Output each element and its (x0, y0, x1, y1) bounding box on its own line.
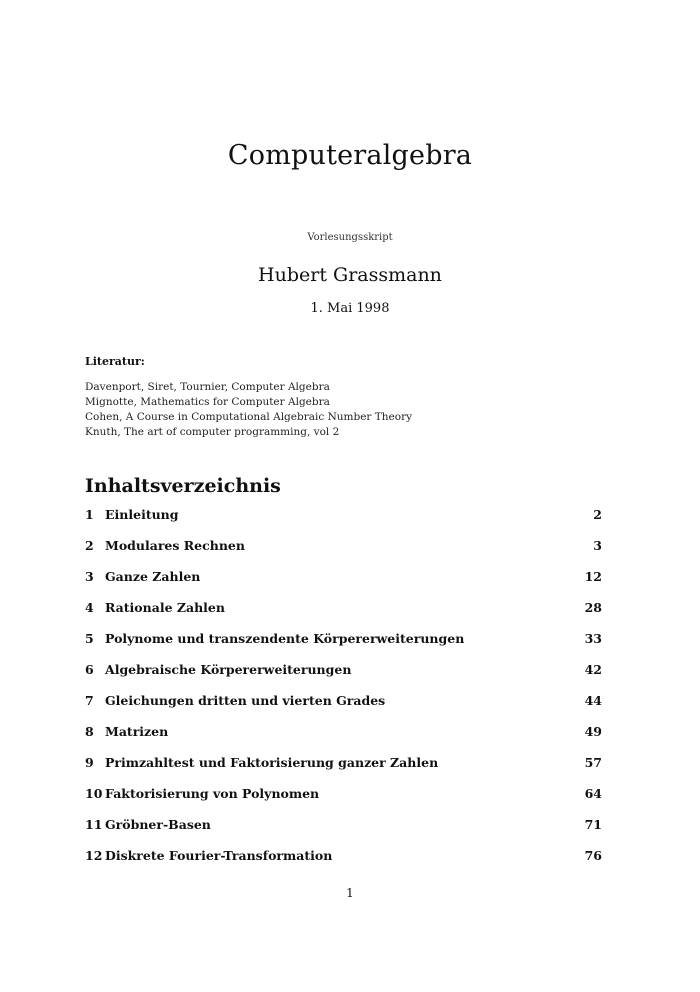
toc-entry[interactable] (85, 693, 602, 724)
toc-entry-page: 76 (584, 848, 602, 863)
toc-entry-title: Gröbner-Basen (105, 817, 211, 832)
toc-entry-page: 49 (584, 724, 602, 739)
toc-entry-number: 7 (85, 693, 94, 708)
toc-entry-page: 12 (584, 569, 602, 584)
toc-entry[interactable] (85, 631, 602, 662)
toc-entry[interactable] (85, 569, 602, 600)
literature-list (85, 380, 412, 440)
toc-entry[interactable] (85, 662, 602, 693)
toc-entry-number: 4 (85, 600, 94, 615)
toc-entry-title: Algebraische Körpererweiterungen (105, 662, 352, 677)
literature-item: Davenport, Siret, Tournier, Computer Algebra (85, 381, 330, 393)
table-of-contents (85, 507, 602, 879)
toc-entry-page: 28 (584, 600, 602, 615)
toc-heading: Inhaltsverzeichnis (85, 475, 281, 497)
toc-entry-number: 1 (85, 507, 94, 522)
toc-entry-page: 33 (584, 631, 602, 646)
toc-entry-page: 71 (584, 817, 602, 832)
literature-item: Mignotte, Mathematics for Computer Algebra (85, 396, 330, 408)
toc-entry-page: 3 (593, 538, 602, 553)
toc-entry-title: Diskrete Fourier-Transformation (105, 848, 333, 863)
literature-item: Cohen, A Course in Computational Algebraic Number Theory (85, 411, 413, 423)
toc-entry-number: 5 (85, 631, 94, 646)
toc-entry-page: 2 (593, 507, 602, 522)
toc-entry-title: Einleitung (105, 507, 179, 522)
toc-entry-number: 6 (85, 662, 94, 677)
toc-entry-title: Primzahltest und Faktorisierung ganzer Zahlen (105, 755, 439, 770)
toc-entry-page: 57 (584, 755, 602, 770)
toc-entry[interactable] (85, 848, 602, 879)
toc-entry-page: 42 (584, 662, 602, 677)
toc-entry-number: 11 (85, 817, 103, 832)
toc-entry-number: 12 (85, 848, 103, 863)
toc-entry[interactable] (85, 817, 602, 848)
toc-entry-number: 10 (85, 786, 103, 801)
toc-entry-title: Ganze Zahlen (105, 569, 201, 584)
document-title: Computeralgebra (227, 140, 473, 171)
literature-item: Knuth, The art of computer programming, vol 2 (85, 426, 340, 438)
toc-entry[interactable] (85, 786, 602, 817)
toc-entry[interactable] (85, 755, 602, 786)
author-name: Hubert Grassmann (258, 264, 442, 286)
toc-entry-number: 9 (85, 755, 94, 770)
toc-entry[interactable] (85, 507, 602, 538)
toc-entry-title: Modulares Rechnen (105, 538, 245, 553)
toc-entry-title: Polynome und transzendente Körpererweiterungen (105, 631, 465, 646)
page-number: 1 (346, 886, 354, 900)
toc-entry-title: Matrizen (105, 724, 169, 739)
toc-entry-title: Rationale Zahlen (105, 600, 225, 615)
toc-entry-number: 2 (85, 538, 94, 553)
toc-entry-number: 3 (85, 569, 94, 584)
toc-entry-number: 8 (85, 724, 94, 739)
toc-entry-page: 44 (584, 693, 602, 708)
toc-entry[interactable] (85, 538, 602, 569)
toc-entry-title: Gleichungen dritten und vierten Grades (105, 693, 386, 708)
toc-entry[interactable] (85, 724, 602, 755)
toc-entry[interactable] (85, 600, 602, 631)
toc-entry-page: 64 (584, 786, 602, 801)
document-subtitle: Vorlesungsskript (307, 232, 393, 243)
document-date: 1. Mai 1998 (310, 301, 390, 316)
literature-heading: Literatur: (85, 355, 145, 368)
toc-entry-title: Faktorisierung von Polynomen (105, 786, 320, 801)
